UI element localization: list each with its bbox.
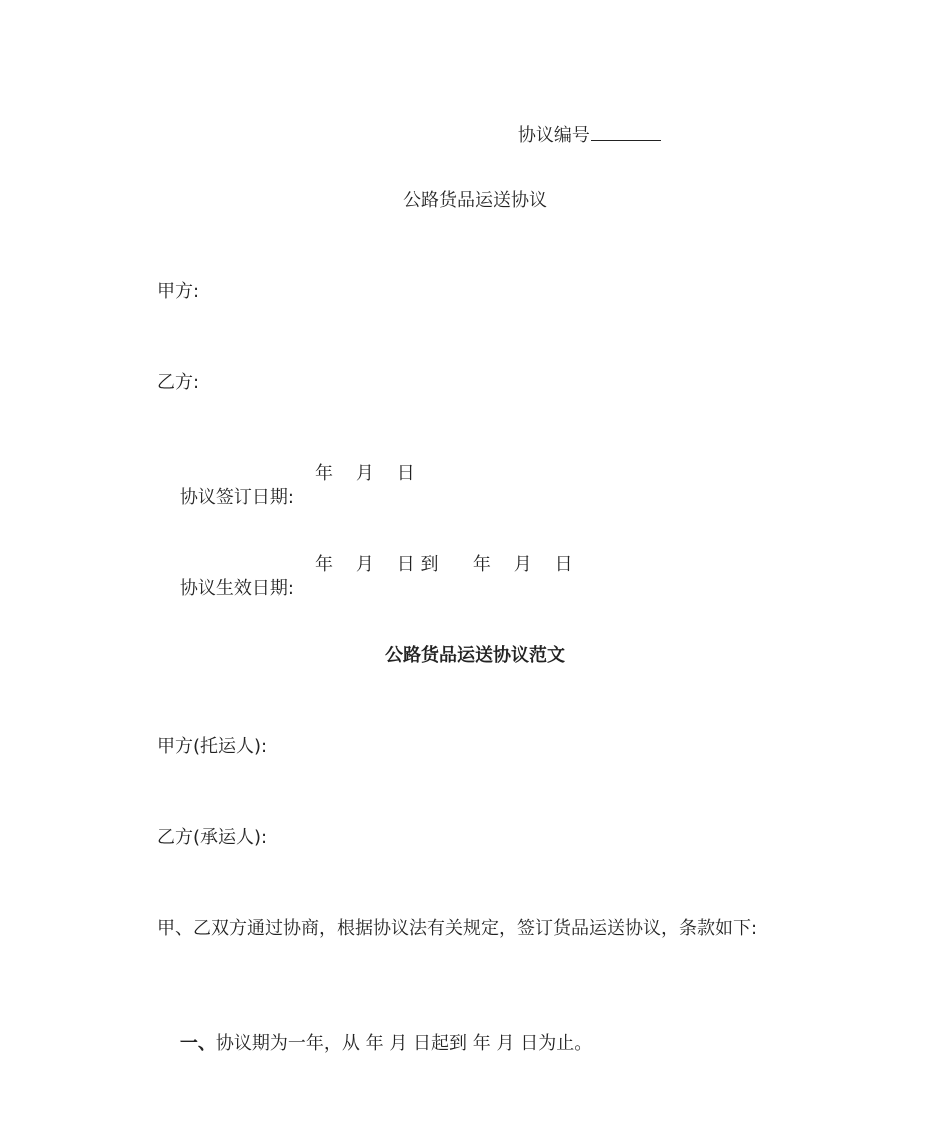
effective-date-value: 年 月 日 到 年 月 日 bbox=[315, 554, 573, 575]
sign-date-label: 协议签订日期: bbox=[179, 487, 294, 508]
carrier-line: 乙方(承运人): bbox=[157, 827, 268, 848]
sign-date-line bbox=[157, 462, 415, 508]
effective-date-line bbox=[157, 553, 573, 599]
section-title: 公路货品运送协议范文 bbox=[385, 645, 565, 666]
sign-date-value: 年 月 日 bbox=[315, 463, 415, 484]
agreement-number-blank bbox=[591, 122, 661, 141]
agreement-number-label: 协议编号 bbox=[517, 125, 590, 146]
preamble-line: 甲、乙双方通过协商，根据协议法有关规定，签订货品运送协议，条款如下: bbox=[157, 918, 758, 939]
party-a-line: 甲方: bbox=[157, 281, 200, 302]
shipper-line: 甲方(托运人): bbox=[157, 736, 268, 757]
agreement-number bbox=[495, 98, 661, 146]
party-b-line: 乙方: bbox=[157, 372, 200, 393]
clause-1-number: 一、 bbox=[179, 1033, 216, 1054]
effective-date-label: 协议生效日期: bbox=[179, 578, 294, 599]
document-title: 公路货品运送协议 bbox=[403, 190, 547, 211]
clause-1 bbox=[157, 1008, 593, 1054]
clause-1-text: 协议期为一年，从 年 月 日起到 年 月 日为止。 bbox=[215, 1033, 593, 1054]
